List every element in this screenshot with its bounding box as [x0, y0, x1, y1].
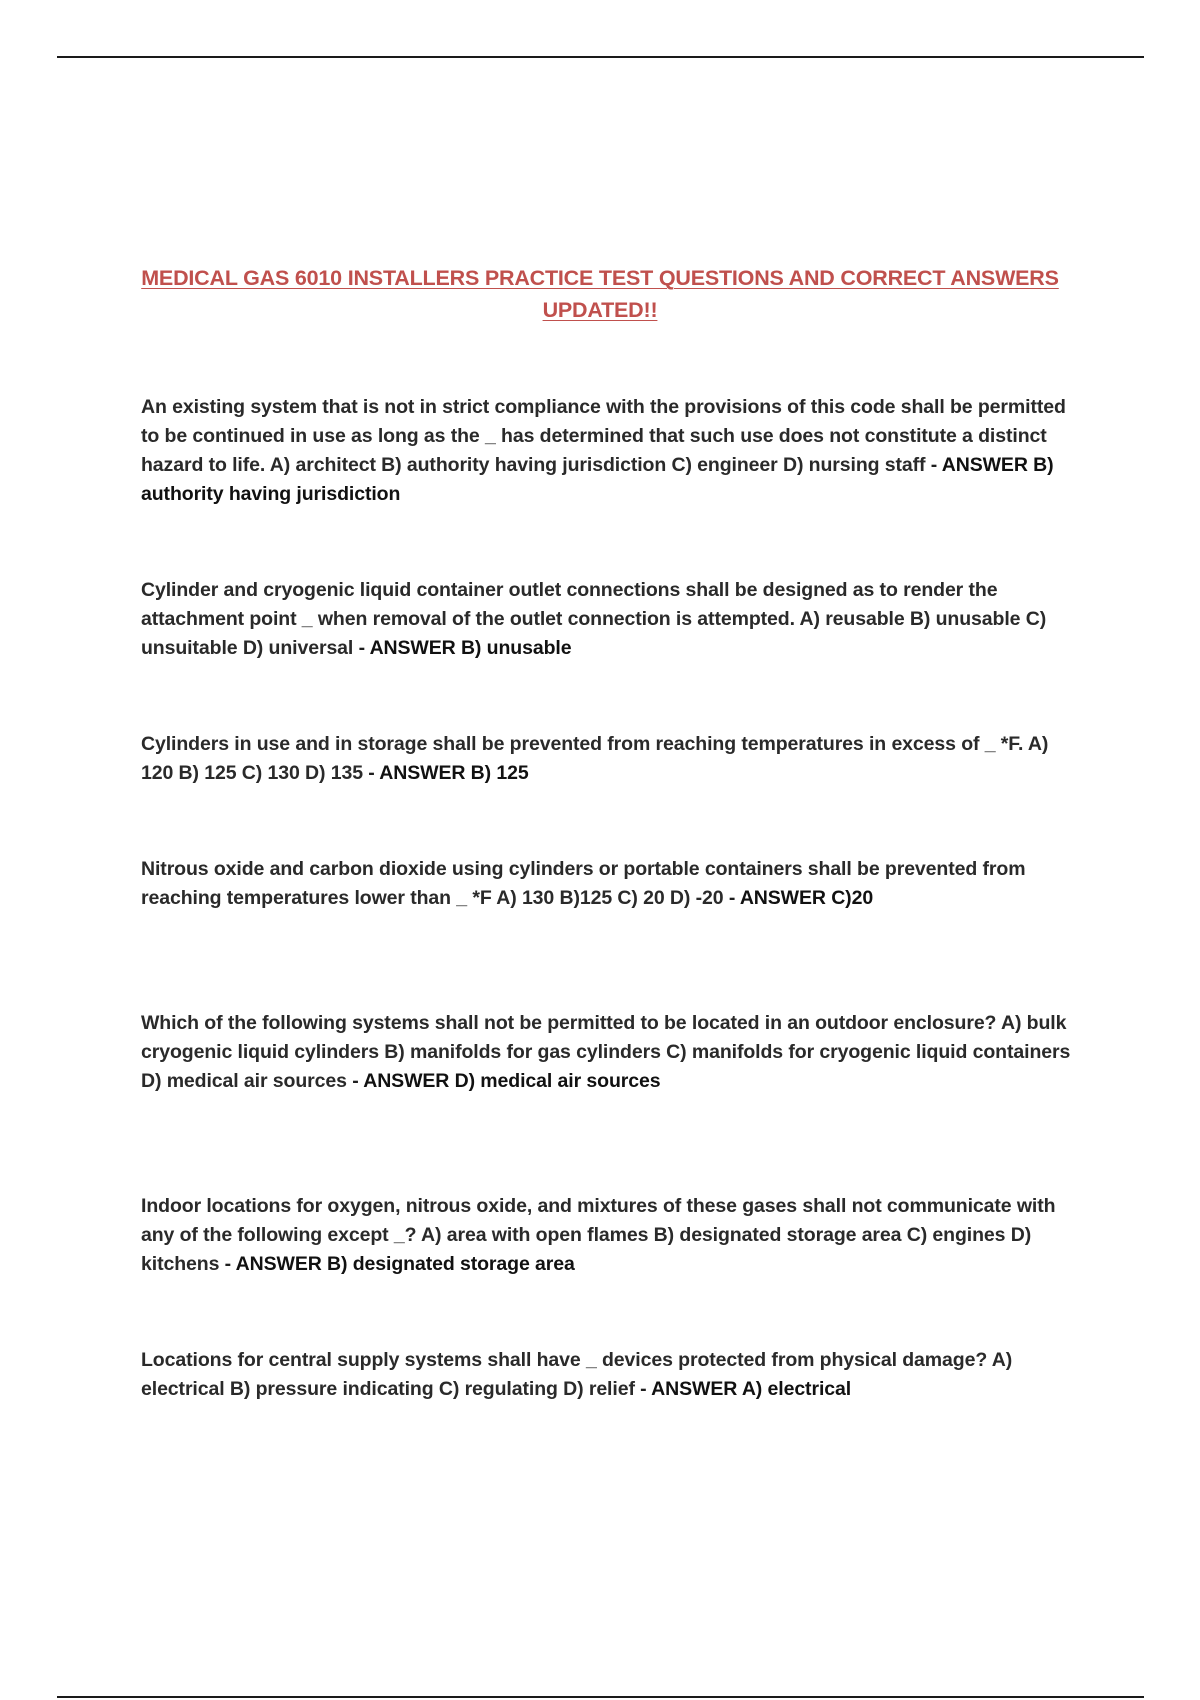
answer-separator: -	[723, 887, 740, 909]
qa-item	[141, 855, 1071, 913]
answer-text: ANSWER B) authority having jurisdiction	[141, 454, 1054, 505]
question-text: An existing system that is not in strict compliance with the provisions of this code shall be permitted to be continued in use as long as the _ has determined that such use does not constitute a distinct hazard to life. A) architect B) authority having jurisdiction C) engineer D) nursing staff	[141, 396, 1066, 476]
answer-separator: -	[219, 1253, 236, 1275]
answer-text: ANSWER D) medical air sources	[363, 1070, 661, 1092]
answer-text: ANSWER A) electrical	[651, 1378, 852, 1400]
bottom-divider	[57, 1696, 1144, 1698]
answer-text: ANSWER B) 125	[379, 762, 529, 784]
qa-item	[141, 1346, 1071, 1404]
answer-separator: -	[362, 762, 380, 784]
top-divider	[57, 56, 1144, 58]
answer-separator: -	[925, 454, 942, 476]
answer-text: ANSWER C)20	[739, 887, 874, 909]
qa-item	[141, 730, 1071, 788]
qa-item	[141, 393, 1071, 509]
answer-text: ANSWER B) designated storage area	[235, 1253, 575, 1275]
question-text: Indoor locations for oxygen, nitrous oxide, and mixtures of these gases shall not communicate with any of the following except _? A) area with open flames B) designated storage area C) engines D) kitchens	[141, 1195, 1056, 1275]
qa-item	[141, 576, 1071, 663]
answer-separator: -	[634, 1378, 652, 1400]
question-text: Cylinder and cryogenic liquid container outlet connections shall be designed as to render the attachment point _ when removal of the outlet connection is attempted. A) reusable B) unusable C) unsuitable D) universal	[141, 579, 1047, 659]
question-text: Which of the following systems shall not be permitted to be located in an outdoor enclosure? A) bulk cryogenic liquid cylinders B) manifolds for gas cylinders C) manifolds for cryogenic liquid containers D) medical air sources	[141, 1012, 1071, 1092]
answer-separator: -	[346, 1070, 364, 1092]
question-text: Nitrous oxide and carbon dioxide using cylinders or portable containers shall be prevented from reaching temperatures lower than _ *F A) 130 B)125 C) 20 D) -20	[141, 858, 1026, 909]
document-title: MEDICAL GAS 6010 INSTALLERS PRACTICE TEST QUESTIONS AND CORRECT ANSWERS UPDATED!!	[141, 266, 1059, 322]
question-text: Cylinders in use and in storage shall be prevented from reaching temperatures in excess of _ *F. A) 120 B) 125 C) 130 D) 135	[141, 733, 1049, 784]
qa-item	[141, 1192, 1071, 1279]
qa-item	[141, 1009, 1071, 1096]
answer-separator: -	[353, 637, 370, 659]
answer-text: ANSWER B) unusable	[369, 637, 572, 659]
question-text: Locations for central supply systems shall have _ devices protected from physical damage? A) electrical B) pressure indicating C) regulating D) relief	[141, 1349, 1013, 1400]
